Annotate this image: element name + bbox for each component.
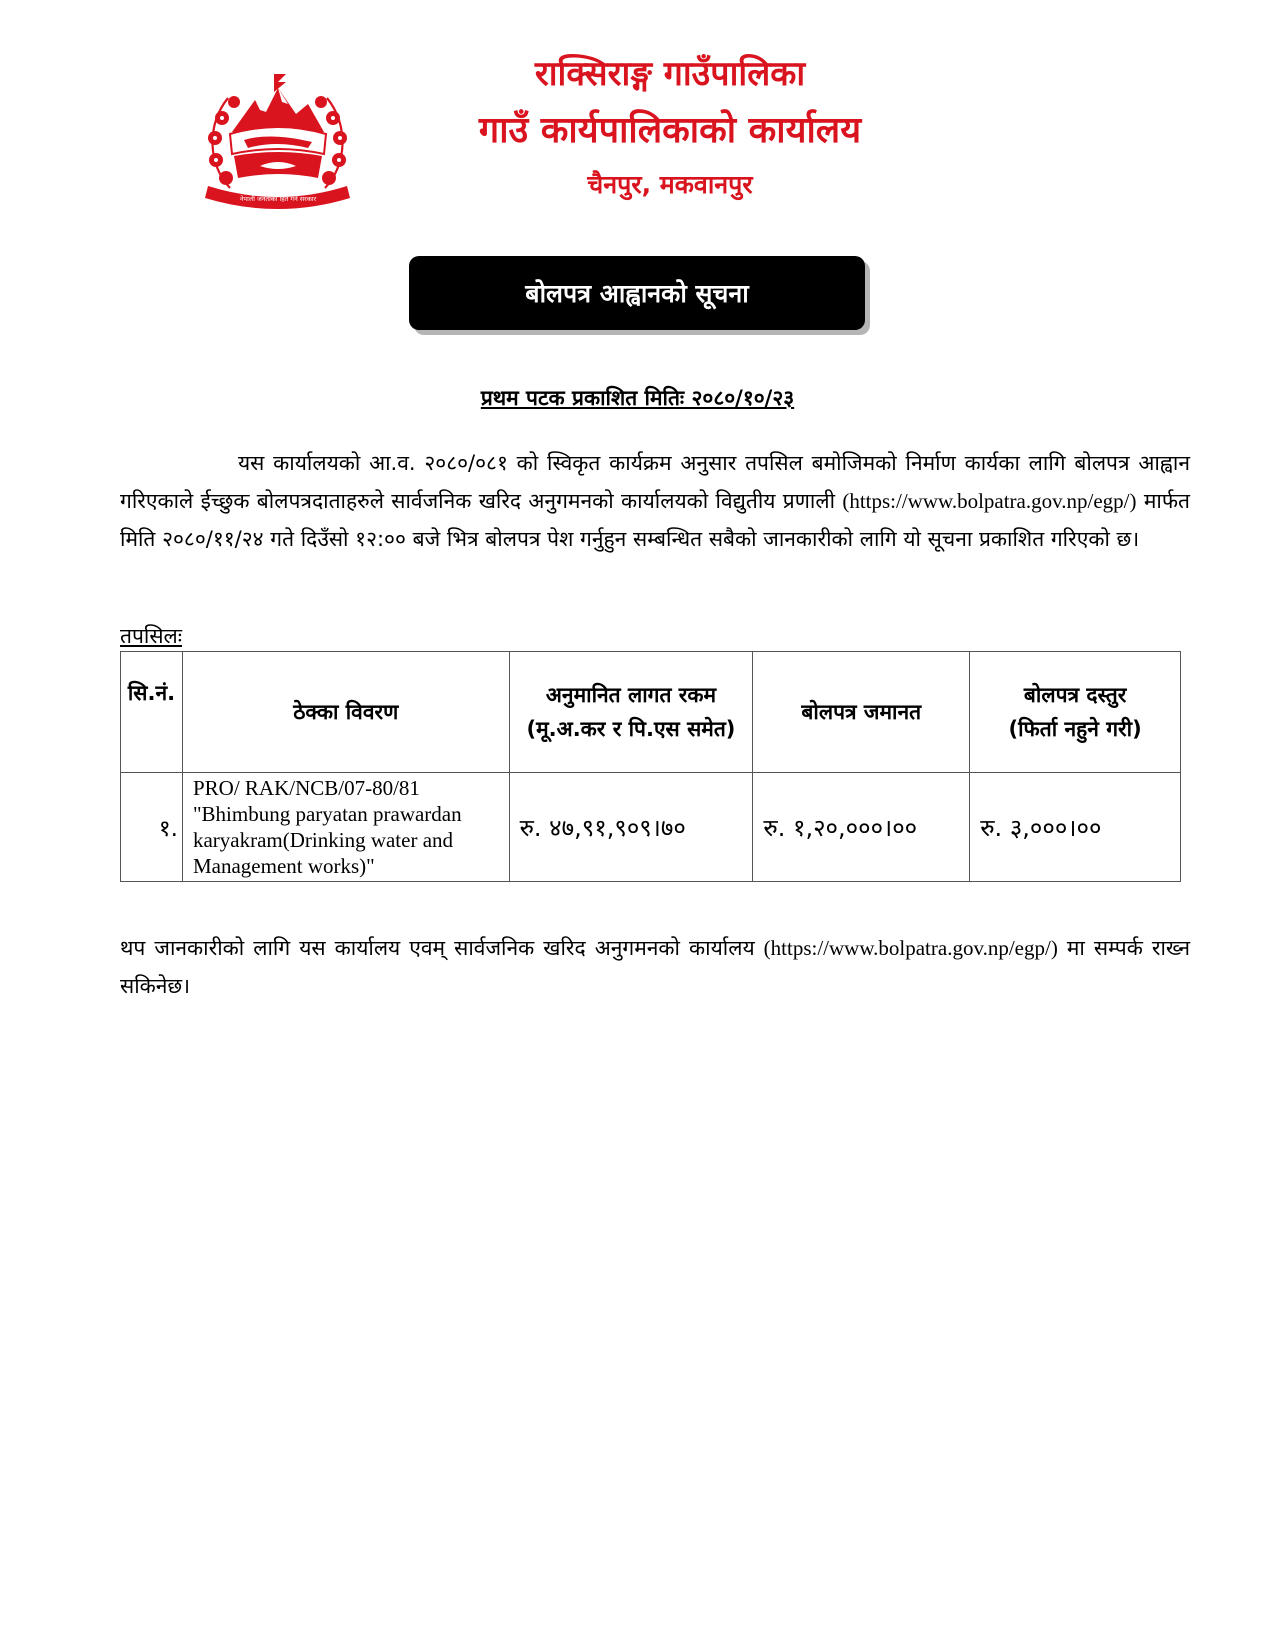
- office-address: चैनपुर, मकवानपुर: [587, 170, 753, 199]
- header-description: ठेक्का विवरण: [182, 652, 509, 773]
- header-cost-line1: अनुमानित लागत रकम: [545, 683, 717, 707]
- cell-bid-guarantee: रु. १,२०,०००।००: [753, 773, 970, 882]
- header-estimated-cost: [509, 652, 753, 773]
- notice-title-banner: [409, 256, 865, 330]
- cell-description: [182, 773, 509, 882]
- footer-paragraph: [120, 929, 1190, 1005]
- intro-paragraph: [120, 444, 1190, 558]
- cell-sn: १.: [121, 773, 183, 882]
- header-bid-fee: [970, 652, 1181, 773]
- cell-estimated-cost: रु. ४७,९१,९०९।७०: [509, 773, 753, 882]
- publication-date: प्रथम पटक प्रकाशित मितिः २०८०/१०/२३: [480, 386, 795, 410]
- office-header: [360, 48, 980, 208]
- header-bid-guarantee: बोलपत्र जमानत: [753, 652, 970, 773]
- desc-line-2: "Bhimbung paryatan prawardan: [192, 802, 462, 826]
- header-fee-line1: बोलपत्र दस्तुर: [1023, 683, 1127, 707]
- schedule-label: तपसिलः: [120, 624, 183, 648]
- office-name: गाउँ कार्यपालिकाको कार्यालय: [478, 110, 862, 151]
- egp-link[interactable]: (https://www.bolpatra.gov.np/egp/): [842, 489, 1137, 513]
- desc-line-3: karyakram(Drinking water and: [192, 828, 454, 852]
- header-cost-line2: (मू.अ.कर र पि.एस समेत): [526, 717, 736, 741]
- footer-text-2: मा सम्पर्क राख्न सकिनेछ।: [120, 936, 1190, 998]
- table-row: [121, 773, 1181, 882]
- intro-text-2: मार्फत मिति २०८०/११/२४ गते दिउँसो १२:०० बजे भित्र बोलपत्र पेश गर्नुहुन सम्बन्धित सबैको जानकारीको लागि यो सूचना प्रकाशित गरिएको छ।: [120, 489, 1190, 551]
- table-header-row: [121, 652, 1181, 773]
- header-sn: सि.नं.: [121, 652, 183, 773]
- municipality-name: राक्सिराङ्ग गाउँपालिका: [534, 54, 806, 94]
- footer-egp-link[interactable]: (https://www.bolpatra.gov.np/egp/): [763, 936, 1058, 960]
- emblem-motto: नेपाली जनताको हित गर्ने सरकार: [239, 195, 317, 203]
- desc-line-1: PRO/ RAK/NCB/07-80/81: [192, 776, 420, 800]
- nepal-emblem-icon: [200, 70, 355, 215]
- tender-table: [120, 651, 1181, 882]
- footer-text-1: थप जानकारीको लागि यस कार्यालय एवम् सार्वजनिक खरिद अनुगमनको कार्यालय: [120, 936, 764, 960]
- header-fee-line2: (फिर्ता नहुने गरी): [1008, 717, 1142, 741]
- desc-line-4: Management works)": [192, 854, 375, 878]
- notice-title: बोलपत्र आह्वानको सूचना: [525, 279, 749, 308]
- cell-bid-fee: रु. ३,०००।००: [970, 773, 1181, 882]
- intro-text-1: यस कार्यालयको आ.व. २०८०/०८१ को स्विकृत कार्यक्रम अनुसार तपसिल बमोजिमको निर्माण कार्यका लागि बोलपत्र आह्वान गरिएकाले ईच्छुक बोलपत्रदाताहरुले सार्वजनिक खरिद अनुगमनको कार्यालयको विद्युतीय प्रणाली: [120, 451, 1190, 513]
